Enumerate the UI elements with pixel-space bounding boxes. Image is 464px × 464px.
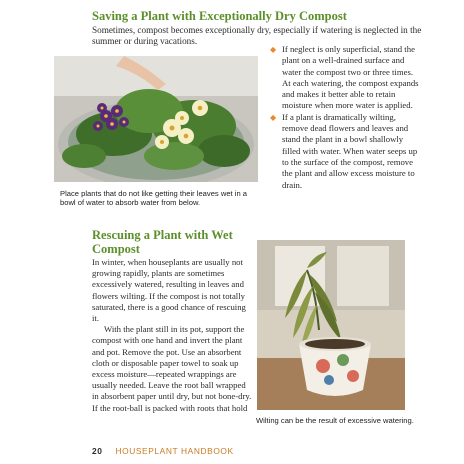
tip-text: If a plant is dramatically wilting, remove dead flowers and leaves and stand the plant in a bowl shallowly filled with water. When water seeps up to the surface of the compost, remove the plant and allow excess moisture to drain. — [282, 111, 418, 190]
body-paragraph: With the plant still in its pot, support the compost with one hand and invert the plant and pot. Remove the pot. Use an absorbent cloth or disposable paper towel to soak up excess moisture—repeated wrappings are usually needed. Leave the root ball wrapped in absorbent paper until dry, but not bone-dry. If the root-ball is packed with roots that hold — [92, 324, 252, 413]
book-title: HOUSEPLANT HANDBOOK — [115, 446, 234, 456]
page-number: 20 — [92, 446, 103, 456]
body-paragraph: In winter, when houseplants are usually not growing rapidly, plants are sometimes excessively watered, resulting in leaves and flowers wilting. If the compost is not totally saturated, there is a good chance of rescuing it. — [92, 257, 246, 324]
primrose-bowl-illustration — [54, 56, 258, 182]
wet-compost-body — [92, 257, 252, 414]
page-footer — [92, 446, 234, 456]
photo-wilting-plant — [257, 240, 405, 410]
section-title-wet-compost: Rescuing a Plant with Wet Compost — [92, 228, 233, 256]
photo-primrose-bowl — [54, 56, 258, 182]
photo-caption-wilting: Wilting can be the result of excessive watering. — [256, 416, 414, 425]
section-title-dry-compost: Saving a Plant with Exceptionally Dry Compost — [92, 9, 347, 23]
wilting-plant-illustration — [257, 240, 405, 410]
photo-caption-bowl: Place plants that do not like getting their leaves wet in a bowl of water to absorb water from below. — [60, 189, 248, 208]
dry-compost-tips — [270, 44, 420, 191]
intro-paragraph: Sometimes, compost becomes exceptionally dry, especially if watering is neglected in the summer or during vacations. — [92, 25, 422, 46]
tip-text: If neglect is only superficial, stand the plant on a well-drained surface and water the compost two or three times. At each watering, the compost expands and makes it better able to retain moisture when more water is applied. — [282, 44, 419, 111]
bullet-icon: ◆ — [270, 112, 277, 122]
bullet-icon: ◆ — [270, 45, 277, 54]
tip-item — [270, 112, 420, 191]
tip-item — [270, 44, 420, 112]
